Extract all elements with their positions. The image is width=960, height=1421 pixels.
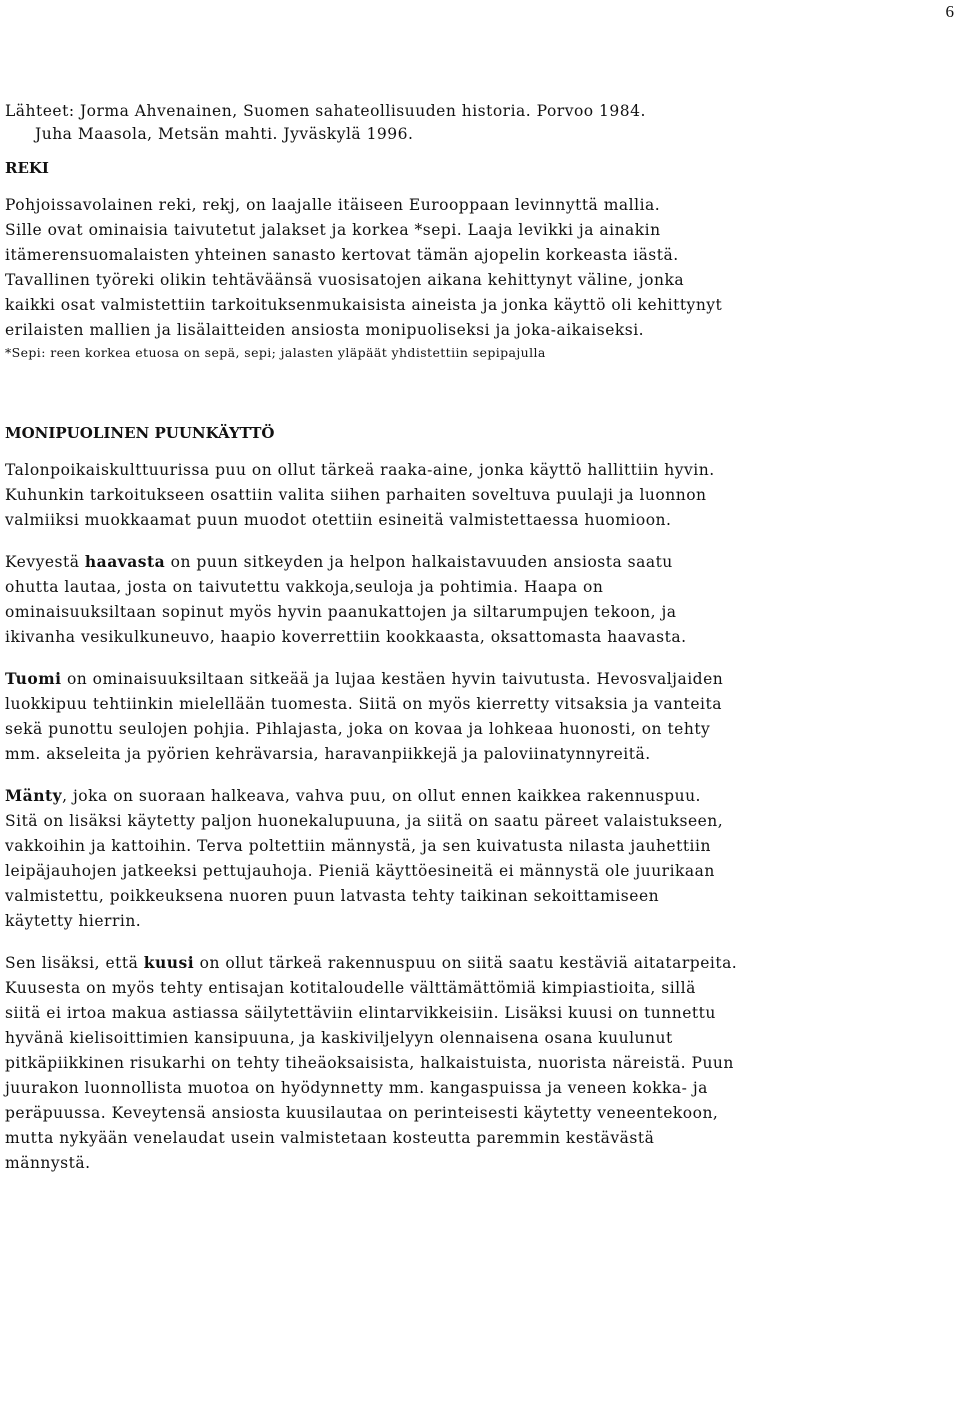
text-fragment: Sen lisäksi, että — [5, 954, 144, 972]
text-line: valmistettu, poikkeuksena nuoren puun latvasta tehty taikinan sekoittamiseen — [5, 887, 660, 905]
sources-line-2: Juha Maasola, Metsän mahti. Jyväskylä 1996. — [35, 125, 414, 143]
text-fragment: on ominaisuuksiltaan sitkeää ja lujaa kestäen hyvin taivutusta. Hevosvaljaiden — [61, 670, 724, 688]
haapa-paragraph — [5, 549, 953, 650]
text-line: mutta nykyään venelaudat usein valmistetaan kosteutta paremmin kestävästä — [5, 1129, 655, 1147]
text-line: sekä punottu seulojen pohjia. Pihlajasta, joka on kovaa ja lohkeaa huonosti, on tehty — [5, 720, 711, 738]
section-heading-reki: REKI — [5, 159, 49, 177]
text-line — [5, 549, 953, 575]
text-line: Tavallinen työreki olikin tehtäväänsä vuosisatojen aikana kehittynyt väline, jonka — [5, 271, 685, 289]
text-line: ikivanha vesikulkuneuvo, haapio koverrettiin kookkaasta, oksattomasta haavasta. — [5, 628, 687, 646]
text-line: valmiiksi muokkaamat puun muodot otettiin esineitä valmistettaessa huomioon. — [5, 511, 672, 529]
text-line: männystä. — [5, 1154, 91, 1172]
text-line: kaikki osat valmistettiin tarkoituksenmukaisista aineista ja jonka käyttö oli kehittynyt — [5, 296, 723, 314]
text-fragment: , joka on suoraan halkeava, vahva puu, on ollut ennen kaikkea rakennuspuu. — [62, 787, 701, 805]
text-fragment: on ollut tärkeä rakennuspuu on siitä saatu kestäviä aitatarpeita. — [194, 954, 738, 972]
section-heading-monipuolinen: MONIPUOLINEN PUUNKÄYTTÖ — [5, 424, 275, 442]
keyword-haavasta: haavasta — [84, 552, 166, 571]
text-line: itämerensuomalaisten yhteinen sanasto kertovat tämän ajopelin korkeasta iästä. — [5, 246, 679, 264]
text-line: vakkoihin ja kattoihin. Terva poltettiin männystä, ja sen kuivatusta nilasta jauhettiin — [5, 837, 711, 855]
reki-paragraph — [5, 193, 953, 363]
text-line: Kuhunkin tarkoitukseen osattiin valita siihen parhaiten soveltuva puulaji ja luonnon — [5, 486, 707, 504]
text-line: Sille ovat ominaisia taivutetut jalakset ja korkea *sepi. Laaja levikki ja ainakin — [5, 221, 661, 239]
text-fragment: Kevyestä — [5, 553, 85, 571]
text-line: Pohjoissavolainen reki, rekj, on laajalle itäiseen Eurooppaan levinnyttä mallia. — [5, 196, 661, 214]
keyword-kuusi: kuusi — [143, 953, 195, 972]
text-line: ohutta lautaa, josta on taivutettu vakkoja,seuloja ja pohtimia. Haapa on — [5, 578, 604, 596]
text-line: mm. akseleita ja pyörien kehrävarsia, haravanpiikkejä ja paloviinatynnyreitä. — [5, 745, 651, 763]
text-line: Sitä on lisäksi käytetty paljon huonekalupuuna, ja siitä on saatu päreet valaistukseen, — [5, 812, 724, 830]
sources-section — [5, 100, 953, 146]
manty-paragraph — [5, 783, 953, 934]
intro-paragraph — [5, 458, 953, 533]
tuomi-paragraph — [5, 666, 953, 767]
text-line: peräpuussa. Keveytensä ansiosta kuusilautaa on perinteisesti käytetty veneentekoon, — [5, 1104, 719, 1122]
text-fragment: on puun sitkeyden ja helpon halkaistavuuden ansiosta saatu — [165, 553, 673, 571]
keyword-manty: Mänty — [5, 786, 63, 805]
text-line: leipäjauhojen jatkeeksi pettujauhoja. Pieniä käyttöesineitä ei männystä ole juurikaan — [5, 862, 715, 880]
page-number: 6 — [945, 2, 954, 21]
sources-line-1: Lähteet: Jorma Ahvenainen, Suomen sahateollisuuden historia. Porvoo 1984. — [5, 102, 646, 120]
text-line: pitkäpiikkinen risukarhi on tehty tiheäoksaisista, halkaistuista, nuorista näreistä. Puun — [5, 1054, 734, 1072]
footnote-sepi: *Sepi: reen korkea etuosa on sepä, sepi; jalasten yläpäät yhdistettiin sepipajulla — [5, 345, 546, 360]
kuusi-paragraph — [5, 950, 953, 1176]
text-line: juurakon luonnollista muotoa on hyödynnetty mm. kangaspuissa ja veneen kokka- ja — [5, 1079, 708, 1097]
keyword-tuomi: Tuomi — [5, 669, 62, 688]
text-line — [5, 666, 953, 692]
text-line — [5, 950, 953, 976]
text-line: käytetty hierrin. — [5, 912, 142, 930]
text-line: ominaisuuksiltaan sopinut myös hyvin paanukattojen ja siltarumpujen tekoon, ja — [5, 603, 677, 621]
text-line: erilaisten mallien ja lisälaitteiden ansiosta monipuoliseksi ja joka-aikaiseksi. — [5, 321, 645, 339]
text-line: luokkipuu tehtiinkin mielellään tuomesta. Siitä on myös kierretty vitsaksia ja vanteita — [5, 695, 722, 713]
text-line — [5, 783, 953, 809]
text-line: Talonpoikaiskulttuurissa puu on ollut tärkeä raaka-aine, jonka käyttö hallittiin hyvin. — [5, 461, 715, 479]
text-line: Kuusesta on myös tehty entisajan kotitaloudelle välttämättömiä kimpiastioita, sillä — [5, 979, 696, 997]
document-body — [5, 100, 953, 1176]
text-line: hyvänä kielisoittimien kansipuuna, ja kaskiviljelyyn olennaisena osana kuulunut — [5, 1029, 673, 1047]
text-line: siitä ei irtoa makua astiassa säilytettäviin elintarvikkeisiin. Lisäksi kuusi on tunnettu — [5, 1004, 716, 1022]
